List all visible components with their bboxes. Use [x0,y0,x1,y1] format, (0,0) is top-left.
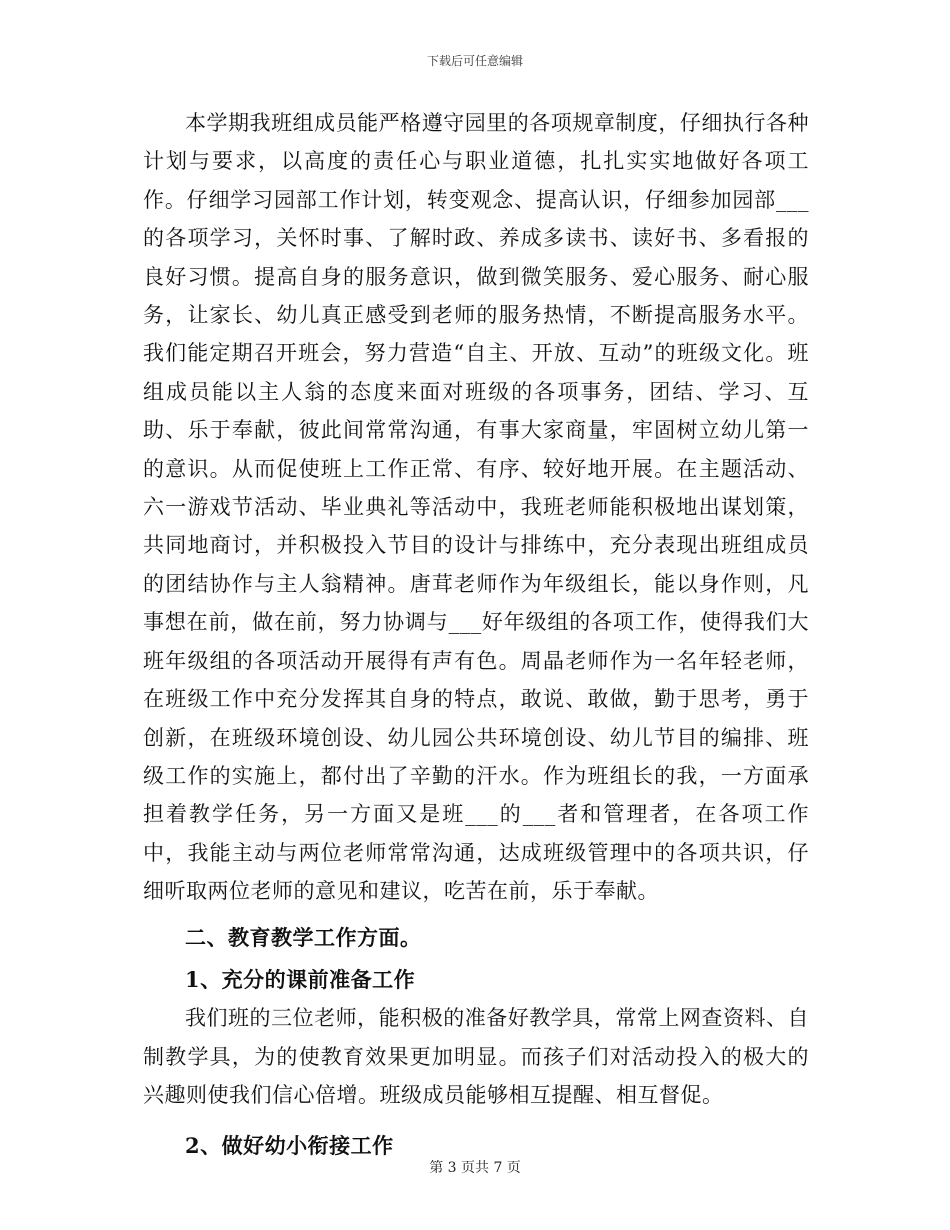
body-paragraph-1: 本学期我班组成员能严格遵守园里的各项规章制度，仔细执行各种计划与要求，以高度的责任心与职业道德，扎扎实实地做好各项工作。仔细学习园部工作计划，转变观念、提高认识，仔细参加园部___的各项学习，关怀时事、了解时政、养成多读书、读好书、多看报的良好习惯。提高自身的服务意识，做到微笑服务、爱心服务、耐心服务，让家长、幼儿真正感受到老师的服务热情，不断提高服务水平。我们能定期召开班会，努力营造“自主、开放、互动”的班级文化。班组成员能以主人翁的态度来面对班级的各项事务，团结、学习、互助、乐于奉献，彼此间常常沟通，有事大家商量，牢固树立幼儿第一的意识。从而促使班上工作正常、有序、较好地开展。在主题活动、六一游戏节活动、毕业典礼等活动中，我班老师能积极地出谋划策，共同地商讨，并积极投入节目的设计与排练中，充分表现出班组成员的团结协作与主人翁精神。唐茸老师作为年级组长，能以身作则，凡事想在前，做在前，努力协调与___好年级组的各项工作，使得我们大班年级组的各项活动开展得有声有色。周晶老师作为一名年轻老师，在班级工作中充分发挥其自身的特点，敢说、敢做，勤于思考，勇于创新，在班级环境创设、幼儿园公共环境创设、幼儿节目的编排、班级工作的实施上，都付出了辛勤的汗水。作为班组长的我，一方面承担着教学任务，另一方面又是班___的___者和管理者，在各项工作中，我能主动与两位老师常常沟通，达成班级管理中的各项共识，仔细听取两位老师的意见和建议，吃苦在前，乐于奉献。 [143,111,809,904]
subheading-kindergarten-transition: 2、做好幼小衔接工作 [185,1132,394,1158]
page-footer-number: 第 3 页共 7 页 [429,1160,521,1176]
subheading-lesson-preparation: 1、充分的课前准备工作 [185,966,416,992]
page-header-note: 下载后可任意编辑 [426,54,523,68]
section-heading-education: 二、教育教学工作方面。 [185,924,422,950]
document-body [143,104,809,1165]
body-paragraph-2: 我们班的三位老师，能积极的准备好教学具，常常上网查资料、自制教学具，为的使教育效果更加明显。而孩子们对活动投入的极大的兴趣则使我们信心倍增。班级成员能够相互提醒、相互督促。 [143,1006,809,1108]
